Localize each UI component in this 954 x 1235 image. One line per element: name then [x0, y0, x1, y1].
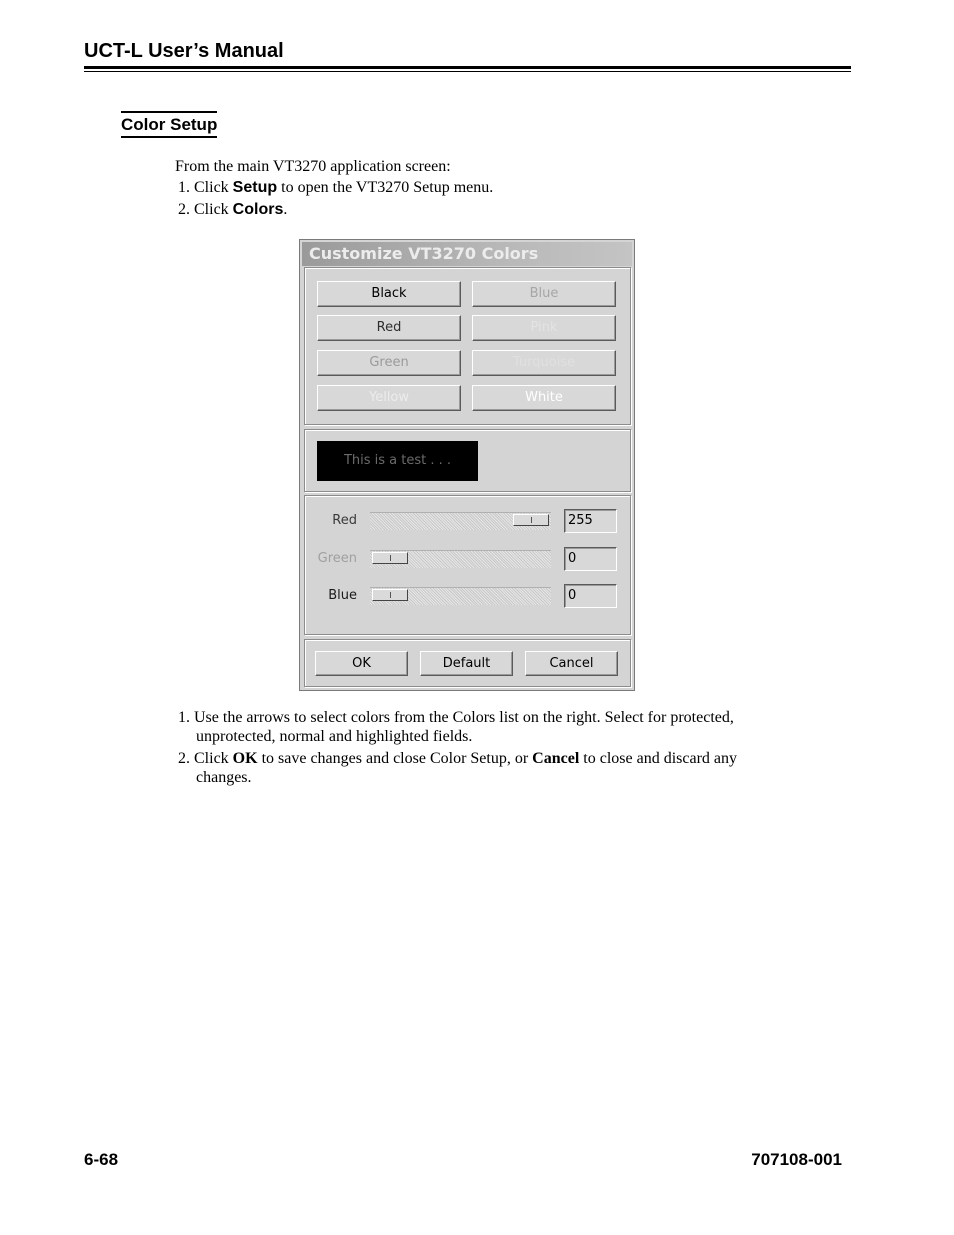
step-number: 2. — [178, 750, 190, 767]
slider-label-blue: Blue — [328, 588, 357, 603]
color-button-green[interactable]: Green — [317, 350, 461, 376]
step-number: 2. — [178, 201, 190, 218]
color-button-black[interactable]: Black — [317, 281, 461, 307]
document-number: 707108-001 — [751, 1150, 842, 1169]
step-before-1 — [178, 178, 493, 197]
section-title: Color Setup — [121, 111, 217, 138]
header-rule-thick — [84, 66, 851, 69]
color-preview-box: This is a test . . . — [317, 441, 478, 481]
color-button-white[interactable]: White — [472, 385, 616, 411]
green-slider-track[interactable] — [370, 550, 551, 568]
color-button-blue[interactable]: Blue — [472, 281, 616, 307]
step-text-pre: Click — [194, 750, 233, 767]
color-button-turquoise[interactable]: Turquoise — [472, 350, 616, 376]
step-text-post: to open the VT3270 Setup menu. — [277, 179, 494, 196]
step-text-pre: Click — [194, 179, 233, 196]
page-number: 6-68 — [84, 1150, 119, 1169]
step-after-1 — [178, 708, 734, 727]
step-after-2 — [178, 749, 737, 768]
red-value-field[interactable]: 255 — [564, 509, 617, 533]
step-keyword-cancel: Cancel — [532, 750, 580, 767]
step-after-2-cont: changes. — [196, 769, 252, 786]
step-number: 1. — [178, 709, 190, 726]
blue-value-field[interactable]: 0 — [564, 584, 617, 608]
color-button-pink[interactable]: Pink — [472, 315, 616, 341]
step-text-post: . — [283, 201, 288, 218]
green-slider-thumb[interactable] — [372, 552, 408, 564]
intro-text: From the main VT3270 application screen: — [175, 158, 451, 175]
manual-title: UCT-L User’s Manual — [84, 40, 284, 62]
default-button[interactable]: Default — [420, 651, 513, 676]
red-slider-thumb[interactable] — [513, 514, 549, 526]
blue-slider-thumb[interactable] — [372, 589, 408, 601]
color-button-red[interactable]: Red — [317, 315, 461, 341]
blue-slider-track[interactable] — [370, 587, 551, 605]
step-before-2 — [178, 200, 287, 219]
red-slider-track[interactable] — [370, 512, 551, 530]
step-keyword-setup: Setup — [232, 179, 278, 196]
slider-label-green: Green — [317, 551, 357, 566]
step-number: 1. — [178, 179, 190, 196]
slider-label-red: Red — [332, 513, 357, 528]
ok-button[interactable]: OK — [315, 651, 408, 676]
step-text-mid: to save changes and close Color Setup, or — [257, 750, 533, 767]
cancel-button[interactable]: Cancel — [525, 651, 618, 676]
step-keyword-colors: Colors — [232, 201, 284, 218]
green-value-field[interactable]: 0 — [564, 547, 617, 571]
color-button-yellow[interactable]: Yellow — [317, 385, 461, 411]
customize-colors-dialog — [299, 239, 635, 691]
step-text: Use the arrows to select colors from the Colors list on the right. Select for protected, — [194, 709, 734, 726]
header-rule-thin — [84, 71, 851, 72]
step-text-post: to close and discard any — [579, 750, 738, 767]
step-text-pre: Click — [194, 201, 233, 218]
step-after-1-cont: unprotected, normal and highlighted fields. — [196, 728, 473, 745]
step-keyword-ok: OK — [232, 750, 258, 767]
dialog-title-bar: Customize VT3270 Colors — [302, 242, 632, 266]
